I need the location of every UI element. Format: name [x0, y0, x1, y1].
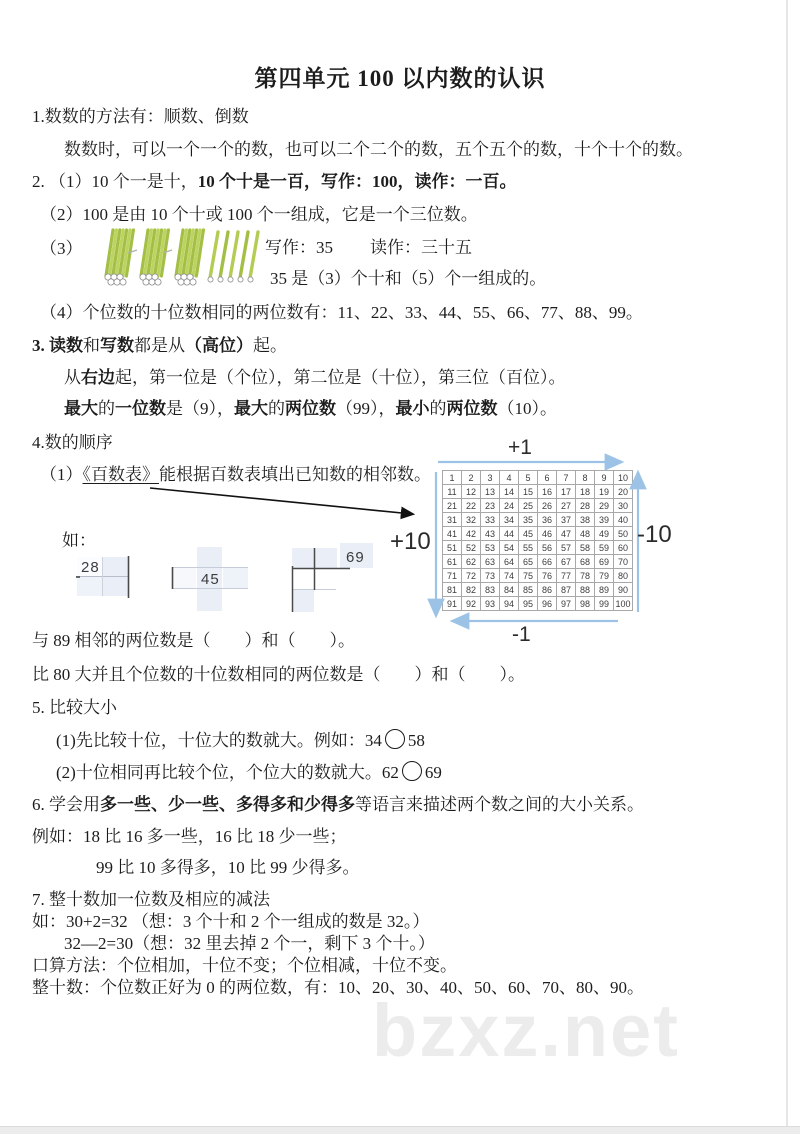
- text-segment: 能根据百数表填出已知数的相邻数。: [159, 465, 431, 484]
- hundred-chart-cell: 68: [576, 555, 595, 569]
- diagram-number: 28: [81, 559, 100, 576]
- hundred-chart-cell: 46: [538, 527, 557, 541]
- hundred-chart-cell: 15: [519, 485, 538, 499]
- text-segment: 整十数：个位数正好为 0 的两位数，有：10、20、30、40、50、60、70、80、90。: [32, 978, 644, 997]
- hundred-chart-cell: 22: [462, 499, 481, 513]
- paragraph-line: [32, 794, 644, 815]
- text-segment: （4）个位数的十位数相同的两位数有：11、22、33、44、55、66、77、88、99。: [40, 303, 643, 322]
- hundred-chart-cell: 96: [538, 597, 557, 611]
- text-segment: 58: [407, 731, 425, 750]
- hundred-chart-cell: 3: [481, 471, 500, 485]
- paragraph-line: [32, 826, 347, 847]
- hundred-chart-cell: 49: [595, 527, 614, 541]
- hundred-chart-cell: 43: [481, 527, 500, 541]
- text-segment: （99），: [336, 399, 396, 418]
- text-segment: 例如：18 比 16 多一些，16 比 18 少一些；: [32, 827, 347, 846]
- paragraph-line: [32, 335, 287, 356]
- paragraph-line: [32, 955, 457, 976]
- text-segment: 多一些、少一些、多得多和少得多: [100, 795, 355, 814]
- text-segment: 起，第一位是（个位），第二位是（十位），第三位（百位）。: [115, 368, 566, 387]
- hundred-chart-cell: 58: [576, 541, 595, 555]
- hundred-chart-cell: 35: [519, 513, 538, 527]
- paragraph-line: [32, 630, 355, 651]
- hundred-chart-cell: 27: [557, 499, 576, 513]
- minus-one-label: -1: [512, 623, 531, 646]
- hundred-chart-cell: 56: [538, 541, 557, 555]
- hundred-chart-cell: 67: [557, 555, 576, 569]
- text-segment: 读作：三十五: [370, 238, 472, 257]
- hundred-chart-cell: 76: [538, 569, 557, 583]
- text-segment: 10 个十是一百，写作：100，读作：一百。: [197, 172, 517, 191]
- paragraph-line: [32, 697, 117, 718]
- paragraph-line: [32, 911, 429, 932]
- hundred-chart-cell: 14: [500, 485, 519, 499]
- hundred-chart-cell: 79: [595, 569, 614, 583]
- text-segment: 7. 整十数加一位数及相应的减法: [32, 890, 270, 909]
- hundred-chart-cell: 10: [614, 471, 633, 485]
- bundle-of-ten-icon: [140, 230, 172, 285]
- single-stick-icon: [208, 232, 258, 282]
- hundred-chart-cell: 94: [500, 597, 519, 611]
- text-segment: 数数时，可以一个一个的数，也可以二个二个的数，五个五个的数，十个十个的数。: [64, 140, 693, 159]
- hundred-chart-cell: 18: [576, 485, 595, 499]
- hundred-chart-cell: 52: [462, 541, 481, 555]
- text-segment: 右边: [81, 368, 115, 387]
- text-segment: 一位数: [115, 399, 166, 418]
- hundred-chart-cell: 42: [462, 527, 481, 541]
- hundred-chart-cell: 2: [462, 471, 481, 485]
- text-segment: 从: [64, 368, 81, 387]
- watermark: bzxz.net: [372, 989, 680, 1072]
- paragraph-line: [64, 933, 435, 954]
- hundred-chart-cell: 32: [462, 513, 481, 527]
- hundred-chart-cell: 65: [519, 555, 538, 569]
- hundred-chart-cell: 5: [519, 471, 538, 485]
- hundred-chart-cell: 9: [595, 471, 614, 485]
- hundred-chart-cell: 25: [519, 499, 538, 513]
- hundred-chart-cell: 57: [557, 541, 576, 555]
- text-segment: 32—2=30（想：32 里去掉 2 个一，剩下 3 个十。）: [64, 934, 435, 953]
- diagram-number: 45: [201, 571, 220, 588]
- minus-ten-label: -10: [637, 521, 672, 548]
- hundred-chart-cell: 37: [557, 513, 576, 527]
- text-segment: 99 比 10 多得多，10 比 99 少得多。: [96, 858, 360, 877]
- text-segment: (2)十位相同再比较个位，个位大的数就大。62: [56, 763, 399, 782]
- text-segment: 写作：35: [265, 238, 333, 257]
- hundred-chart-cell: 74: [500, 569, 519, 583]
- text-segment: 如：: [62, 531, 96, 550]
- hundred-chart-cell: 39: [595, 513, 614, 527]
- text-segment: 《百数表》: [82, 465, 159, 484]
- comparison-circle: [402, 761, 422, 781]
- paragraph-line: [32, 171, 517, 192]
- hundred-chart-cell: 31: [443, 513, 462, 527]
- hundred-chart-cell: 70: [614, 555, 633, 569]
- paragraph-line: [64, 367, 566, 388]
- text-segment: 1.数数的方法有：顺数、倒数: [32, 107, 249, 126]
- text-segment: 5. 比较大小: [32, 698, 117, 717]
- hundred-chart-cell: 81: [443, 583, 462, 597]
- hundred-chart-cell: 7: [557, 471, 576, 485]
- plus-ten-label: +10: [390, 528, 431, 555]
- hundred-chart-cell: 78: [576, 569, 595, 583]
- bundle-of-ten-icon: [175, 230, 204, 285]
- paragraph-line: [32, 106, 249, 127]
- hundred-chart-cell: 36: [538, 513, 557, 527]
- hundred-chart-cell: 34: [500, 513, 519, 527]
- hundred-chart-cell: 19: [595, 485, 614, 499]
- hundred-chart-cell: 6: [538, 471, 557, 485]
- text-segment: 都是从: [134, 336, 185, 355]
- hundred-chart-cell: 100: [614, 597, 633, 611]
- text-segment: 的: [429, 399, 447, 418]
- hundred-chart-cell: 87: [557, 583, 576, 597]
- text-segment: （1）: [40, 465, 83, 484]
- hundred-chart-cell: 21: [443, 499, 462, 513]
- paragraph-line: [56, 729, 425, 751]
- text-segment: 的: [268, 399, 285, 418]
- neighbor-diagram-28: [76, 556, 132, 602]
- hundred-chart-cell: 89: [595, 583, 614, 597]
- text-segment: (1)先比较十位，十位大的数就大。例如：34: [56, 731, 382, 750]
- hundred-chart-cell: 13: [481, 485, 500, 499]
- paragraph-line: [64, 398, 557, 419]
- hundred-chart-cell: 97: [557, 597, 576, 611]
- page-title: 第四单元 100 以内数的认识: [254, 66, 546, 91]
- text-segment: 如：30+2=32 （想：3 个十和 2 个一组成的数是 32。）: [32, 912, 430, 931]
- page-edge-right: [786, 0, 788, 1134]
- hundred-chart-cell: 38: [576, 513, 595, 527]
- hundred-chart-cell: 71: [443, 569, 462, 583]
- text-segment: 和: [83, 336, 100, 355]
- hundred-chart-cell: 54: [500, 541, 519, 555]
- hundred-chart-cell: 82: [462, 583, 481, 597]
- plus-one-label: +1: [508, 436, 532, 459]
- text-segment: 比 80 大并且个位数的十位数相同的两位数是（ ）和（ ）。: [32, 665, 525, 684]
- text-segment: 两位数: [285, 399, 336, 418]
- paragraph-line: [40, 302, 643, 323]
- hundred-chart-cell: 17: [557, 485, 576, 499]
- page-edge-bottom: [0, 1126, 800, 1134]
- hundred-chart-cell: 75: [519, 569, 538, 583]
- hundred-chart-cell: 91: [443, 597, 462, 611]
- paragraph-line: [270, 268, 546, 289]
- paragraph-line: [370, 237, 472, 258]
- sticks-figure: [100, 224, 260, 290]
- bundle-of-ten-icon: [105, 230, 137, 285]
- paragraph-line: [32, 664, 525, 685]
- hundred-chart-cell: 92: [462, 597, 481, 611]
- hundred-chart-cell: 44: [500, 527, 519, 541]
- hundred-chart-cell: 88: [576, 583, 595, 597]
- hundred-chart-cell: 11: [443, 485, 462, 499]
- hundred-chart-cell: 28: [576, 499, 595, 513]
- paragraph-line: [40, 238, 83, 259]
- text-segment: 两位数: [446, 399, 498, 418]
- text-segment: 最大: [64, 399, 98, 418]
- hundred-chart-cell: 59: [595, 541, 614, 555]
- text-segment: 3. 读数: [32, 336, 83, 355]
- hundred-chart-cell: 85: [519, 583, 538, 597]
- hundred-chart-cell: 24: [500, 499, 519, 513]
- paragraph-line: [62, 530, 96, 551]
- paragraph-line: [32, 432, 113, 453]
- paragraph-line: [96, 857, 360, 878]
- text-segment: （2）100 是由 10 个十或 100 个一组成，它是一个三位数。: [40, 205, 478, 224]
- text-segment: 最小: [395, 399, 430, 418]
- hundred-chart-cell: 90: [614, 583, 633, 597]
- hundred-chart-cell: 99: [595, 597, 614, 611]
- hundred-chart-cell: 26: [538, 499, 557, 513]
- text-segment: 写数: [100, 336, 134, 355]
- text-segment: 35 是（3）个十和（5）个一组成的。: [270, 269, 547, 288]
- hundred-chart-cell: 84: [500, 583, 519, 597]
- text-segment: 与 89 相邻的两位数是（ ）和（ ）。: [32, 631, 355, 650]
- hundred-chart-cell: 29: [595, 499, 614, 513]
- hundred-chart-cell: 16: [538, 485, 557, 499]
- hundred-chart-cell: 98: [576, 597, 595, 611]
- hundred-chart-cell: 40: [614, 513, 633, 527]
- text-segment: 2. （1）10 个一是十，: [32, 172, 198, 191]
- paragraph-line: [40, 204, 478, 225]
- hundred-chart-cell: 23: [481, 499, 500, 513]
- hundred-chart-cell: 20: [614, 485, 633, 499]
- hundred-chart-cell: 64: [500, 555, 519, 569]
- hundred-chart-cell: 93: [481, 597, 500, 611]
- paragraph-line: [64, 139, 693, 160]
- text-segment: （3）: [40, 239, 83, 258]
- hundred-chart-cell: 12: [462, 485, 481, 499]
- hundred-chart-cell: 69: [595, 555, 614, 569]
- hundred-chart-cell: 95: [519, 597, 538, 611]
- paragraph-line: [56, 761, 442, 783]
- hundred-chart-cell: 1: [443, 471, 462, 485]
- hundred-chart-cell: 61: [443, 555, 462, 569]
- hundred-chart-cell: 55: [519, 541, 538, 555]
- hundred-chart-cell: 41: [443, 527, 462, 541]
- text-segment: （高位）: [185, 336, 253, 355]
- hundred-chart-cell: 77: [557, 569, 576, 583]
- neighbor-diagram-45: [170, 547, 250, 617]
- hundred-chart-cell: 4: [500, 471, 519, 485]
- hundred-chart-cell: 48: [576, 527, 595, 541]
- hundred-chart-cell: 73: [481, 569, 500, 583]
- text-segment: 是（9），: [166, 399, 234, 418]
- hundred-chart-cell: 60: [614, 541, 633, 555]
- hundred-chart-cell: 86: [538, 583, 557, 597]
- hundred-chart-cell: 63: [481, 555, 500, 569]
- text-segment: 的: [98, 399, 115, 418]
- hundred-chart-cell: 80: [614, 569, 633, 583]
- text-segment: （10）。: [497, 399, 557, 418]
- text-segment: 4.数的顺序: [32, 433, 113, 452]
- hundred-chart-cell: 62: [462, 555, 481, 569]
- text-segment: 69: [424, 763, 442, 782]
- hundred-chart-cell: 66: [538, 555, 557, 569]
- text-segment: 口算方法：个位相加，十位不变；个位相减，十位不变。: [32, 956, 457, 975]
- hundred-chart-cell: 50: [614, 527, 633, 541]
- diagram-number: 69: [346, 549, 365, 566]
- text-segment: 6. 学会用: [32, 795, 100, 814]
- hundred-chart-cell: 72: [462, 569, 481, 583]
- text-segment: 最大: [234, 399, 268, 418]
- hundred-chart-cell: 51: [443, 541, 462, 555]
- paragraph-line: [32, 889, 270, 910]
- hundred-chart-cell: 53: [481, 541, 500, 555]
- text-segment: 等语言来描述两个数之间的大小关系。: [355, 795, 644, 814]
- comparison-circle: [385, 729, 405, 749]
- text-segment: 起。: [253, 336, 287, 355]
- hundred-chart-cell: 30: [614, 499, 633, 513]
- hundred-chart-cell: 8: [576, 471, 595, 485]
- hundred-chart-cell: 45: [519, 527, 538, 541]
- paragraph-line: [265, 237, 333, 258]
- hundred-chart-cell: 83: [481, 583, 500, 597]
- hundred-chart-cell: 47: [557, 527, 576, 541]
- hundred-chart-cell: 33: [481, 513, 500, 527]
